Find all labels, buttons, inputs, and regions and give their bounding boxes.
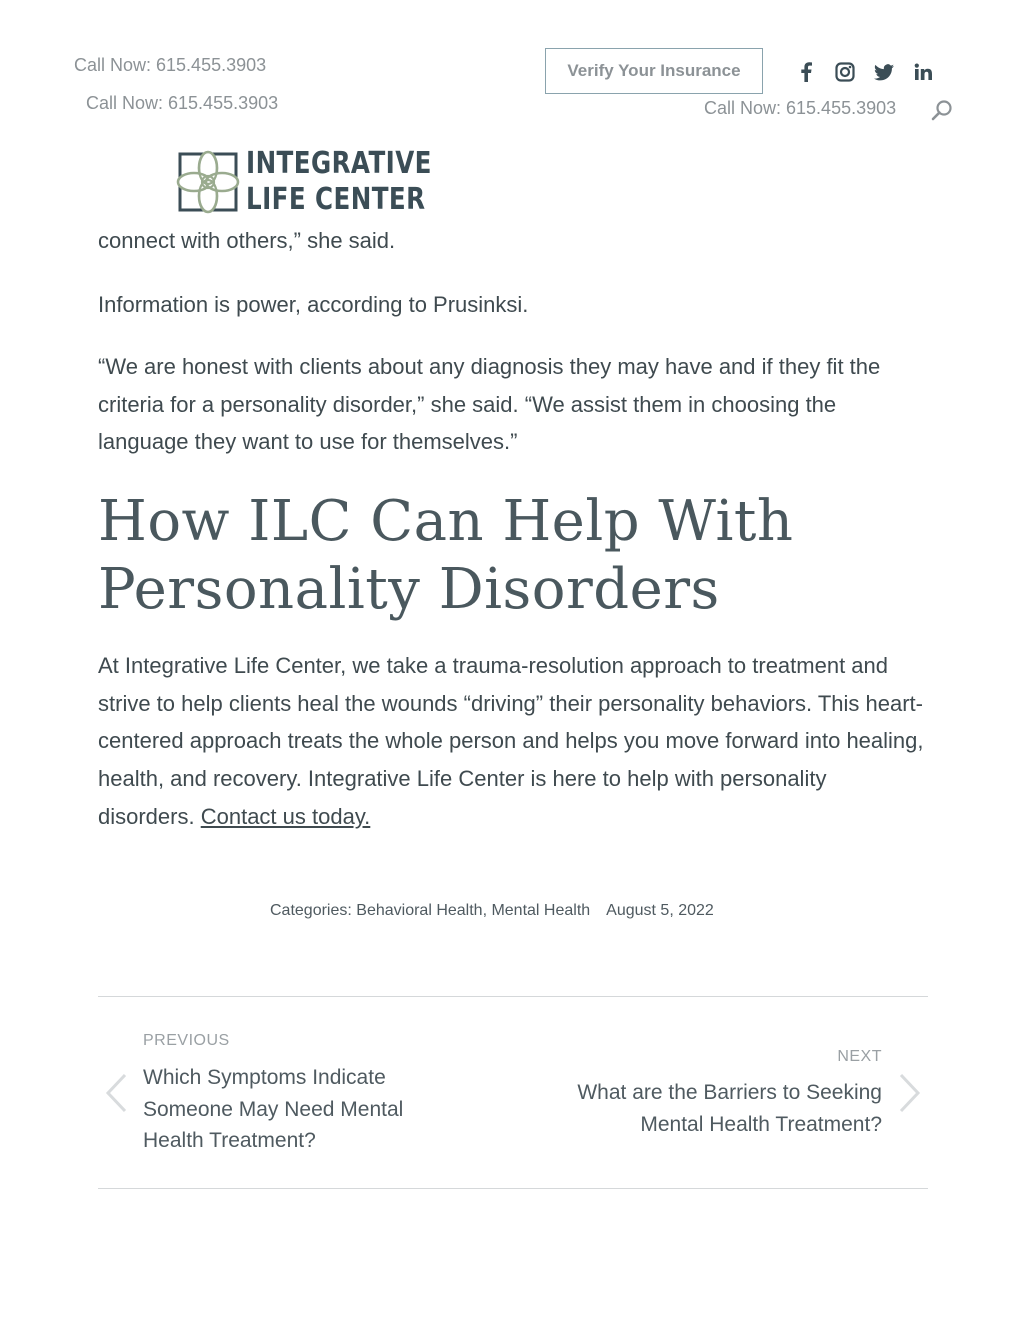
chevron-left-icon bbox=[104, 1072, 128, 1114]
section-heading: How ILC Can Help With Personality Disorders bbox=[98, 489, 794, 622]
instagram-icon[interactable] bbox=[833, 60, 857, 84]
next-post-title: What are the Barriers to Seeking Mental Health Treatment? bbox=[577, 1081, 882, 1136]
call-now-link[interactable]: Call Now: 615.455.3903 bbox=[74, 55, 267, 75]
divider bbox=[98, 1188, 928, 1189]
linkedin-icon[interactable] bbox=[911, 60, 935, 84]
call-now-link[interactable]: Call Now: 615.455.3903 bbox=[86, 93, 279, 113]
facebook-icon[interactable] bbox=[794, 60, 818, 84]
divider bbox=[98, 996, 928, 997]
article-paragraph-text: At Integrative Life Center, we take a trauma-resolution approach to treatment and strive to help clients heal the wounds “driving” their personality behaviors. This heart-centered approach treats the whole person and helps you move forward into healing, health, and recovery. Integrative Life Center is here to help with personality disorders. bbox=[98, 653, 924, 829]
categories-label: Categories: bbox=[270, 902, 357, 919]
next-post-link[interactable] bbox=[540, 1030, 928, 1160]
next-label: NEXT bbox=[837, 1048, 882, 1065]
integrative-life-center-logo[interactable] bbox=[172, 146, 432, 220]
search-icon[interactable] bbox=[930, 98, 954, 122]
chevron-right-icon bbox=[898, 1072, 922, 1114]
verify-insurance-button[interactable]: Verify Your Insurance bbox=[545, 48, 763, 94]
category-link-mental-health[interactable]: Mental Health bbox=[491, 902, 591, 919]
previous-post-title: Which Symptoms Indicate Someone May Need Mental Health Treatment? bbox=[143, 1066, 404, 1152]
category-link-behavioral-health[interactable]: Behavioral Health bbox=[356, 902, 483, 919]
previous-post-link[interactable] bbox=[98, 1010, 498, 1170]
article-paragraph: Information is power, according to Prusinksi. bbox=[98, 292, 529, 317]
contact-us-link[interactable]: Contact us today. bbox=[200, 803, 371, 829]
clipped-text-line: connect with others,” she said. bbox=[98, 228, 396, 253]
article-paragraph: “We are honest with clients about any diagnosis they may have and if they fit the criteria for a personality disorder,” she said. “We assist them in choosing the language they want to use for themselves.” bbox=[98, 354, 881, 455]
call-now-link[interactable]: Call Now: 615.455.3903 bbox=[704, 98, 897, 118]
twitter-icon[interactable] bbox=[872, 60, 896, 84]
logo-text-line2: LIFE CENTER bbox=[246, 182, 426, 217]
previous-label: PREVIOUS bbox=[143, 1032, 230, 1049]
post-meta bbox=[270, 902, 714, 920]
article-paragraph bbox=[98, 647, 928, 836]
logo-mark-icon bbox=[172, 146, 242, 218]
category-separator: , bbox=[482, 902, 492, 919]
post-date: August 5, 2022 bbox=[606, 902, 714, 919]
logo-text-line1: INTEGRATIVE bbox=[246, 146, 432, 181]
